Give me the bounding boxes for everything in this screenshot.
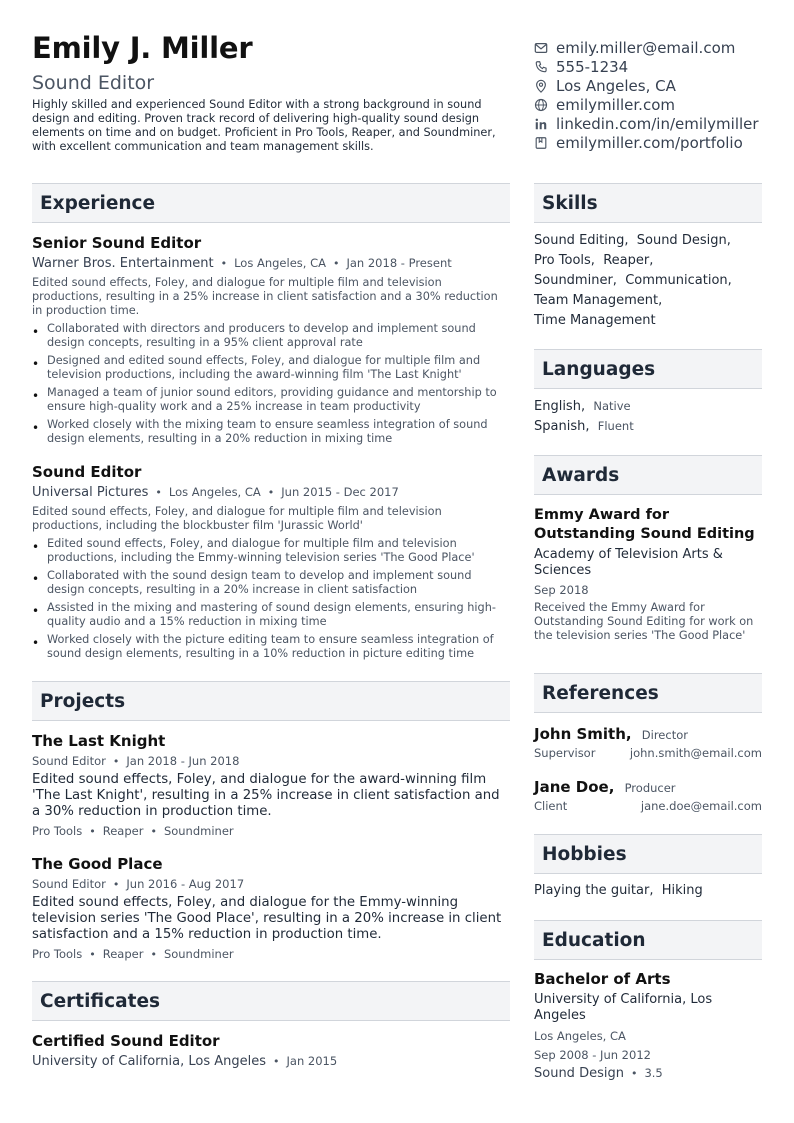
language-name: English, <box>534 399 586 414</box>
candidate-name: Emily J. Miller <box>32 31 253 65</box>
job-meta: Universal Pictures • Los Angeles, CA • Jun 2015 - Dec 2017 <box>32 485 399 500</box>
phone-icon <box>534 60 548 74</box>
section-title: Hobbies <box>542 844 627 865</box>
reference-position: Producer <box>624 781 676 795</box>
award-date: Sep 2018 <box>534 583 589 597</box>
language-name: Spanish, <box>534 419 590 434</box>
language-level: Native <box>593 399 631 413</box>
project-meta: Sound Editor • Jan 2018 - Jun 2018 <box>32 754 240 768</box>
education-field-gpa: Sound Design • 3.5 <box>534 1066 663 1081</box>
linkedin-icon <box>534 117 548 131</box>
language-item <box>534 399 634 419</box>
skill-item: Reaper, <box>603 253 654 268</box>
certificate-issuer: University of California, Los Angeles <box>32 1054 267 1069</box>
section-title: Experience <box>40 193 156 214</box>
skill-row <box>534 253 732 273</box>
skill-item: Communication, <box>625 273 732 288</box>
experience-section-header <box>32 183 510 223</box>
project-name: The Good Place <box>32 855 163 873</box>
job-bullet: • Worked closely with the mixing team to ensure seamless integration of sound design elements, resulting in a 20% reduction in mixing time <box>32 418 488 445</box>
job-bullet: • Designed and edited sound effects, Foley, and dialogue for multiple film and television productions, including the award-winning film 'The Last Knight' <box>32 354 481 381</box>
mail-icon <box>534 41 548 55</box>
skill-item: Sound Editing, <box>534 233 629 248</box>
certificates-section-header <box>32 981 510 1021</box>
profile-summary: Highly skilled and experienced Sound Editor with a strong background in sound design and editing. Proven track record of delivering high-quality sound design elements on time and on budget. Proficient in Pro Tools, Reaper, and Soundminer, with excellent communication and team management skills. <box>32 98 496 153</box>
education-school: University of California, Los Angeles <box>534 992 713 1023</box>
certificate-date: Jan 2015 <box>286 1054 338 1068</box>
contact-location: Los Angeles, CA <box>534 76 759 95</box>
reference-name: John Smith, <box>534 725 632 743</box>
award-title: Emmy Award for Outstanding Sound Editing <box>534 507 755 542</box>
reference-position: Director <box>641 728 688 742</box>
section-title: Languages <box>542 359 656 380</box>
reference-relation: Client <box>534 799 568 813</box>
job-meta: Warner Bros. Entertainment • Los Angeles, CA • Jan 2018 - Present <box>32 256 452 271</box>
portfolio-icon <box>534 136 548 150</box>
project-description: Edited sound effects, Foley, and dialogue for the award-winning film 'The Last Knight', resulting in a 25% increase in client satisfaction and a 30% reduction in production time. <box>32 772 500 819</box>
section-title: Certificates <box>40 991 160 1012</box>
contact-website[interactable]: emilymiller.com <box>534 95 759 114</box>
language-item <box>534 419 634 439</box>
section-title: Education <box>542 930 646 951</box>
education-dates: Sep 2008 - Jun 2012 <box>534 1048 651 1062</box>
reference-item <box>534 724 762 760</box>
globe-icon <box>534 98 548 112</box>
award-issuer: Academy of Television Arts & Sciences <box>534 547 723 578</box>
skill-row <box>534 233 732 253</box>
contact-portfolio[interactable]: emilymiller.com/portfolio <box>534 133 759 152</box>
project-meta: Sound Editor • Jun 2016 - Aug 2017 <box>32 877 245 891</box>
reference-relation: Supervisor <box>534 746 596 760</box>
contact-list <box>534 38 759 152</box>
skill-item: Time Management <box>534 313 656 328</box>
reference-item <box>534 777 762 813</box>
languages-list <box>534 399 634 439</box>
job-bullet: • Managed a team of junior sound editors, providing guidance and mentorship to ensure high-quality work and a 25% increase in team productivity <box>32 386 497 413</box>
project-name: The Last Knight <box>32 732 166 750</box>
contact-phone[interactable]: 555-1234 <box>534 57 759 76</box>
job-role: Sound Editor <box>32 463 142 481</box>
skills-section-header <box>534 183 762 223</box>
section-title: Skills <box>542 193 598 214</box>
skill-row <box>534 273 732 293</box>
job-location: Los Angeles, CA <box>168 485 261 499</box>
reference-email[interactable]: john.smith@email.com <box>629 746 762 760</box>
languages-section-header <box>534 349 762 389</box>
job-bullet: • Assisted in the mixing and mastering of sound design elements, ensuring high-quality audio and a 15% reduction in mixing time <box>32 601 496 628</box>
section-title: Projects <box>40 691 126 712</box>
project-dates: Jun 2016 - Aug 2017 <box>126 877 245 891</box>
project-description: Edited sound effects, Foley, and dialogue for the Emmy-winning television series 'The Good Place', resulting in a 20% increase in client satisfaction and a 15% reduction in production time. <box>32 895 502 942</box>
job-location: Los Angeles, CA <box>234 256 326 270</box>
hobbies-section-header <box>534 834 762 874</box>
skill-item: Pro Tools, <box>534 253 595 268</box>
job-bullet: • Collaborated with the sound design team to develop and implement sound design concepts, resulting in a 20% increase in client satisfaction <box>32 569 472 596</box>
reference-email[interactable]: jane.doe@email.com <box>640 799 762 813</box>
references-section-header <box>534 673 762 713</box>
job-summary: Edited sound effects, Foley, and dialogue for multiple film and television productions, resulting in a 25% increase in client satisfaction and a 30% reduction in production time. <box>32 276 498 317</box>
certificate-meta: University of California, Los Angeles • Jan 2015 <box>32 1054 338 1069</box>
awards-section-header <box>534 455 762 495</box>
hobby-item: Playing the guitar, <box>534 883 654 898</box>
contact-linkedin[interactable]: linkedin.com/in/emilymiller <box>534 114 759 133</box>
job-dates: Jun 2015 - Dec 2017 <box>281 485 399 499</box>
certificate-name: Certified Sound Editor <box>32 1032 220 1050</box>
skill-item: Soundminer, <box>534 273 617 288</box>
job-role: Senior Sound Editor <box>32 234 202 252</box>
job-company: Universal Pictures <box>32 485 149 500</box>
project-tools: Pro Tools • Reaper • Soundminer <box>32 947 234 961</box>
location-icon <box>534 79 548 93</box>
job-bullet: • Edited sound effects, Foley, and dialogue for multiple film and television productions, including the Emmy-winning television series 'The Good Place' <box>32 537 475 564</box>
project-role: Sound Editor <box>32 877 106 891</box>
project-dates: Jan 2018 - Jun 2018 <box>126 754 240 768</box>
skill-item: Team Management, <box>534 293 663 308</box>
section-title: Awards <box>542 465 620 486</box>
projects-section-header <box>32 681 510 721</box>
job-title: Sound Editor <box>32 72 155 94</box>
education-gpa: 3.5 <box>644 1066 663 1080</box>
job-company: Warner Bros. Entertainment <box>32 256 214 271</box>
skill-row <box>534 293 732 313</box>
education-degree: Bachelor of Arts <box>534 970 671 988</box>
section-title: References <box>542 683 659 704</box>
skill-row <box>534 313 732 333</box>
education-section-header <box>534 920 762 960</box>
hobbies-list <box>534 883 703 903</box>
job-bullet: • Collaborated with directors and producers to develop and implement sound design concepts, resulting in a 95% client approval rate <box>32 322 476 349</box>
award-description: Received the Emmy Award for Outstanding Sound Editing for work on the television series 'The Good Place' <box>534 601 754 642</box>
education-location: Los Angeles, CA <box>534 1029 626 1043</box>
job-bullet: • Worked closely with the picture editing team to ensure seamless integration of sound design elements, resulting in a 10% reduction in picture editing time <box>32 633 494 660</box>
education-field: Sound Design <box>534 1066 624 1081</box>
job-dates: Jan 2018 - Present <box>346 256 452 270</box>
contact-email[interactable]: emily.miller@email.com <box>534 38 759 57</box>
hobby-item: Hiking <box>661 883 703 898</box>
language-level: Fluent <box>597 419 634 433</box>
skills-list <box>534 233 732 333</box>
job-summary: Edited sound effects, Foley, and dialogue for multiple film and television productions, including the blockbuster film 'Jurassic World' <box>32 505 442 532</box>
project-role: Sound Editor <box>32 754 106 768</box>
skill-item: Sound Design, <box>636 233 731 248</box>
project-tools: Pro Tools • Reaper • Soundminer <box>32 824 234 838</box>
reference-name: Jane Doe, <box>534 778 615 796</box>
